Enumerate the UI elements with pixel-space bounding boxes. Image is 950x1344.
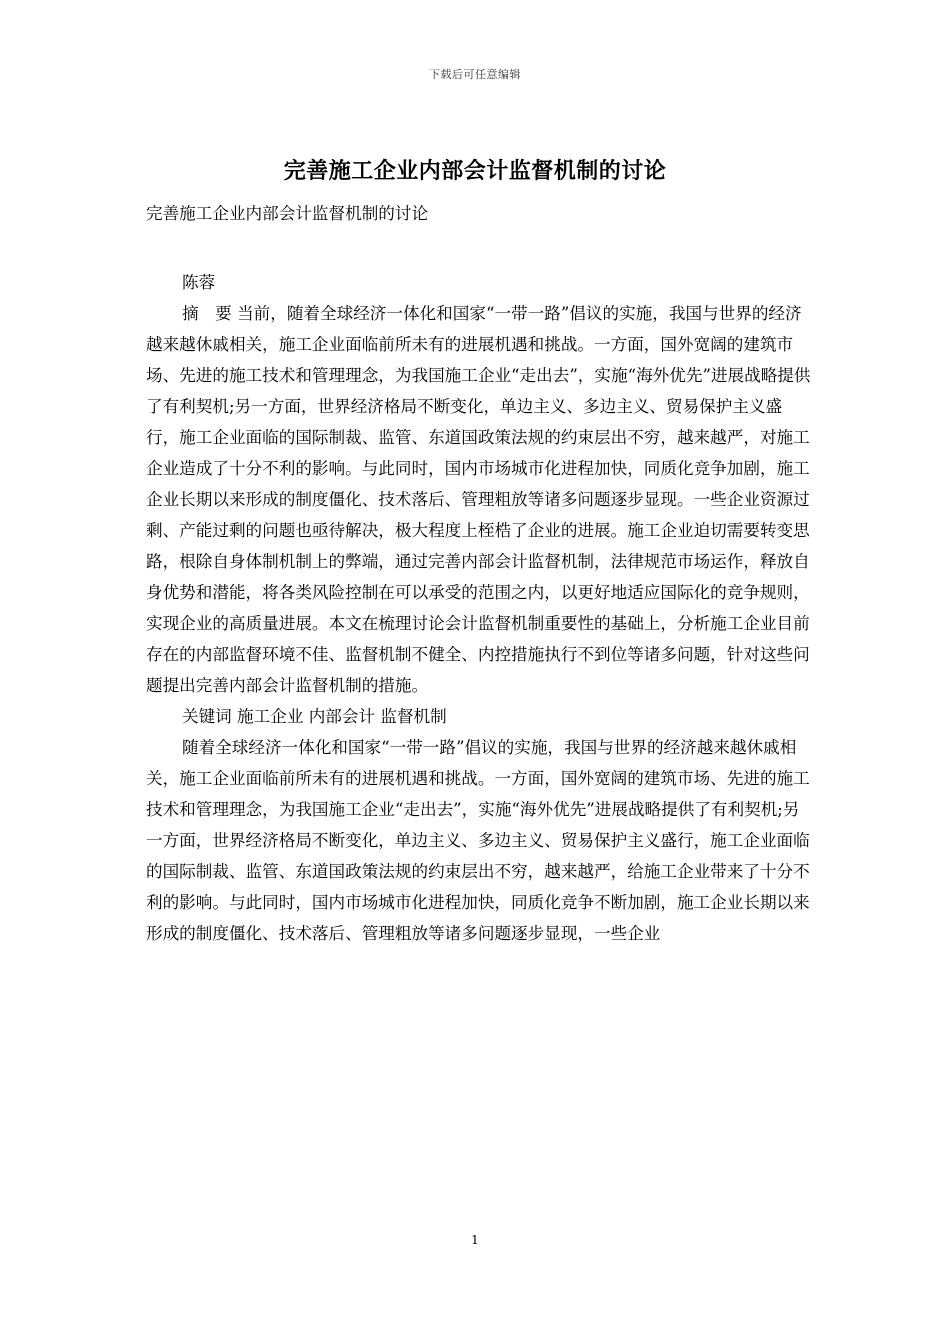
abstract-paragraph bbox=[146, 298, 812, 701]
document-body bbox=[146, 198, 812, 949]
document-title: 完善施工企业内部会计监督机制的讨论 bbox=[283, 158, 667, 184]
abstract-text: 当前，随着全球经济一体化和国家“一带一路”倡议的实施，我国与世界的经济越来越休戚相关，施工企业面临前所未有的进展机遇和挑战。一方面，国外宽阔的建筑市场、先进的施工技术和管理理念，为我国施工企业“走出去”，实施“海外优先”进展战略提供了有利契机;另一方面，世界经济格局不断变化，单边主义、多边主义、贸易保护主义盛行，施工企业面临的国际制裁、监管、东道国政策法规的约束层出不穷，越来越严，对施工企业造成了十分不利的影响。与此同时，国内市场城市化进程加快，同质化竞争加剧，施工企业长期以来形成的制度僵化、技术落后、管理粗放等诸多问题逐步显现。一些企业资源过剩、产能过剩的问题也亟待解决，极大程度上桎梏了企业的进展。施工企业迫切需要转变思路，根除自身体制机制上的弊端，通过完善内部会计监督机制，法律规范市场运作，释放自身优势和潜能，将各类风险控制在可以承受的范围之内，以更好地适应国际化的竞争规则，实现企业的高质量进展。本文在梳理讨论会计监督机制重要性的基础上，分析施工企业目前存在的内部监督环境不佳、监督机制不健全、内控措施执行不到位等诸多问题，针对这些问题提出完善内部会计监督机制的措施。 bbox=[146, 304, 811, 695]
document-subtitle: 完善施工企业内部会计监督机制的讨论 bbox=[146, 204, 429, 223]
header-note: 下载后可任意编辑 bbox=[429, 68, 521, 81]
author-name: 陈蓉 bbox=[182, 273, 216, 292]
page-number: 1 bbox=[471, 1233, 479, 1247]
abstract-label: 摘 要 bbox=[182, 304, 232, 323]
body-paragraph: 随着全球经济一体化和国家“一带一路”倡议的实施，我国与世界的经济越来越休戚相关，施工企业面临前所未有的进展机遇和挑战。一方面，国外宽阔的建筑市场、先进的施工技术和管理理念，为我国施工企业“走出去”，实施“海外优先”进展战略提供了有利契机;另一方面，世界经济格局不断变化，单边主义、多边主义、贸易保护主义盛行，施工企业面临的国际制裁、监管、东道国政策法规的约束层出不穷，越来越严，给施工企业带来了十分不利的影响。与此同时，国内市场城市化进程加快，同质化竞争不断加剧，施工企业长期以来形成的制度僵化、技术落后、管理粗放等诸多问题逐步显现，一些企业 bbox=[146, 738, 810, 943]
keywords-line: 关键词 施工企业 内部会计 监督机制 bbox=[182, 707, 447, 726]
